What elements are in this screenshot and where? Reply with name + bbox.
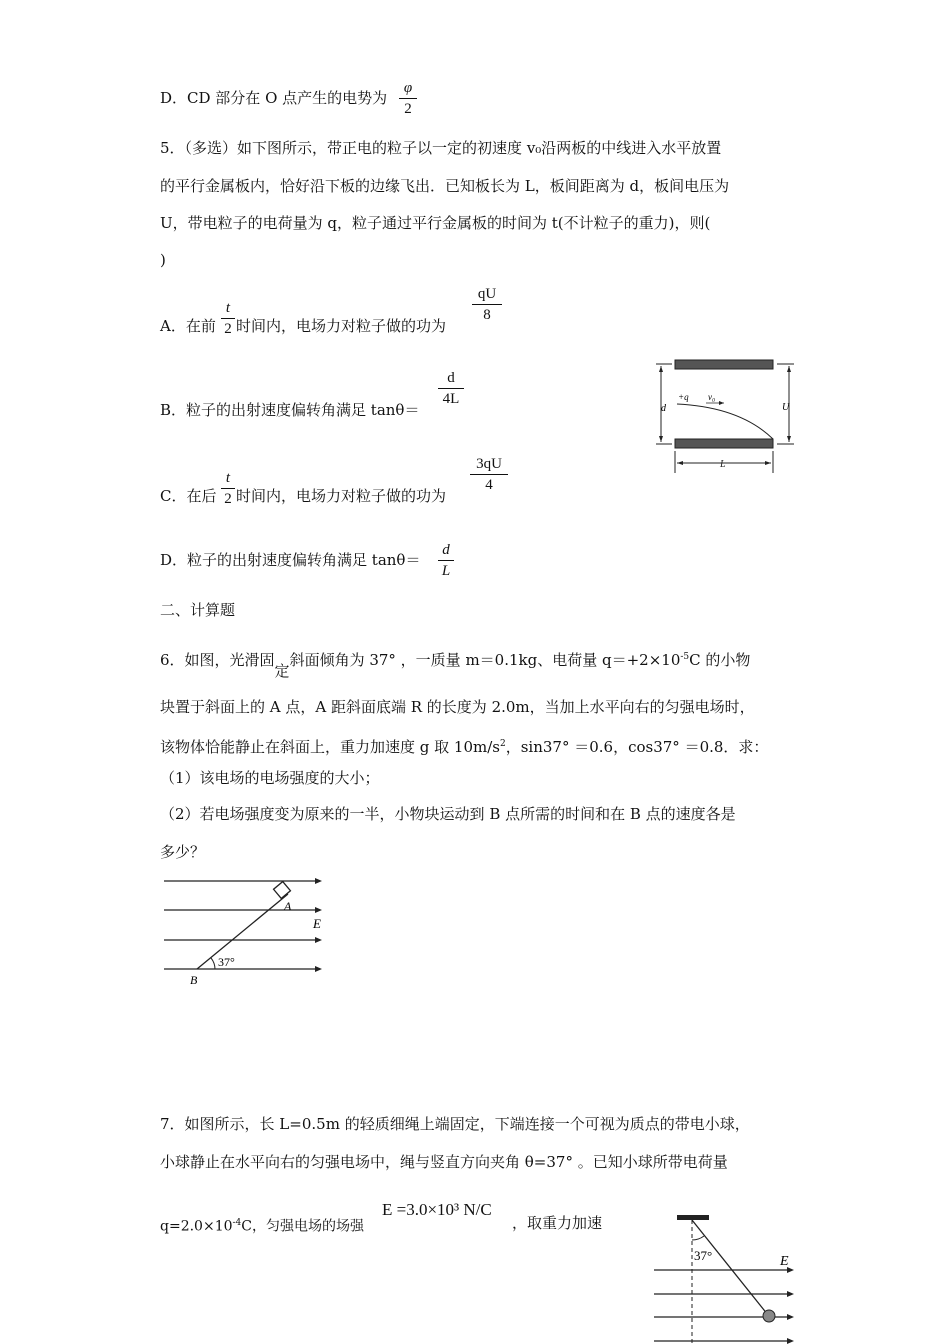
q7-field-strength: E =3.0×10³ N/C xyxy=(382,1200,492,1219)
q5-stem-line1: 5．（多选）如下图所示，带正电的粒子以一定的初速度 v₀沿两板的中线进入水平放置 xyxy=(160,139,722,157)
parallel-plates-figure xyxy=(650,355,800,475)
q5-stem-line4: ) xyxy=(160,251,166,269)
q6-line2: 块置于斜面上的 A 点，A 距斜面底端 R 的长度为 2.0m，当加上水平向右的匀强电场时， xyxy=(160,698,755,716)
fraction-phi-over-2: φ 2 xyxy=(399,78,417,119)
q5-option-c-post: 时间内，电场力对粒子做的功为 xyxy=(236,487,447,505)
fraction-d-over-4L: d 4L xyxy=(438,368,464,409)
incline-label-B: B xyxy=(190,973,198,987)
incline-label-A: A xyxy=(284,899,292,913)
q6-line1: 6．如图，光滑固定斜面倾角为 37° ，一质量 m＝0.1kg、电荷量 $q=+2\times 10^{-5}C$ 的小物 xyxy=(160,651,751,680)
q7-line3: $q=2.0\times 10^{-4}C$，匀强电场的场强 xyxy=(160,1218,365,1235)
plate-label-U: U xyxy=(782,402,790,413)
q5-option-a-post: 时间内，电场力对粒子做的功为 xyxy=(236,317,447,335)
q5-option-c-pre: C．在后 xyxy=(160,487,217,505)
fraction-d-over-L: d L xyxy=(438,540,454,581)
plate-label-v: v₀ xyxy=(708,392,716,402)
section-heading-calculation: 二、计算题 xyxy=(160,601,236,619)
q7-line1: 7．如图所示，长 L=0.5m 的轻质细绳上端固定，下端连接一个可视为质点的带电小球， xyxy=(160,1115,750,1133)
plate-label-d: d xyxy=(661,403,666,414)
q6-part1: （1）该电场的电场强度的大小； xyxy=(160,769,380,787)
fraction-3qU-over-4: 3qU 4 xyxy=(470,454,508,495)
q7-line2: 小球静止在水平向右的匀强电场中，绳与竖直方向夹角 θ=37° 。已知小球所带电荷量 xyxy=(160,1153,728,1171)
incline-label-E: E xyxy=(313,916,321,931)
q4-option-d: D．CD 部分在 O 点产生的电势为 xyxy=(160,89,388,107)
plate-label-q: +q xyxy=(678,392,689,402)
q7-line3-tail: ，取重力加速 xyxy=(512,1214,603,1232)
pendulum-field-figure xyxy=(650,1212,800,1344)
incline-field-figure xyxy=(160,870,335,990)
q5-option-a-pre: A．在前 xyxy=(160,317,216,335)
fraction-t-over-2-c: t 2 xyxy=(221,468,235,509)
q5-stem-line2: 的平行金属板内，恰好沿下板的边缘飞出．已知板长为 L，板间距离为 d，板间电压为 xyxy=(160,177,730,195)
plate-label-L: L xyxy=(720,459,726,470)
q5-stem-line3: U，带电粒子的电荷量为 q，粒子通过平行金属板的时间为 t(不计粒子的重力)，则( xyxy=(160,214,711,232)
q5-option-b: B．粒子的出射速度偏转角满足 tanθ＝ xyxy=(160,401,420,419)
incline-label-angle: 37° xyxy=(218,955,235,969)
pendulum-label-angle: 37° xyxy=(694,1248,713,1263)
q5-option-d: D．粒子的出射速度偏转角满足 tanθ＝ xyxy=(160,551,421,569)
q6-line3: 该物体恰能静止在斜面上，重力加速度 g 取 $10m/s^2$，sin37° ＝0.6，cos37° ＝0.8．求： xyxy=(160,738,769,756)
pendulum-label-E: E xyxy=(780,1254,789,1269)
q6-part2-cont: 多少？ xyxy=(160,843,206,861)
fraction-t-over-2-a: t 2 xyxy=(221,298,235,339)
q6-part2: （2）若电场强度变为原来的一半，小物块运动到 B 点所需的时间和在 B 点的速度各是 xyxy=(160,805,736,823)
fraction-qU-over-8: qU 8 xyxy=(472,284,502,325)
